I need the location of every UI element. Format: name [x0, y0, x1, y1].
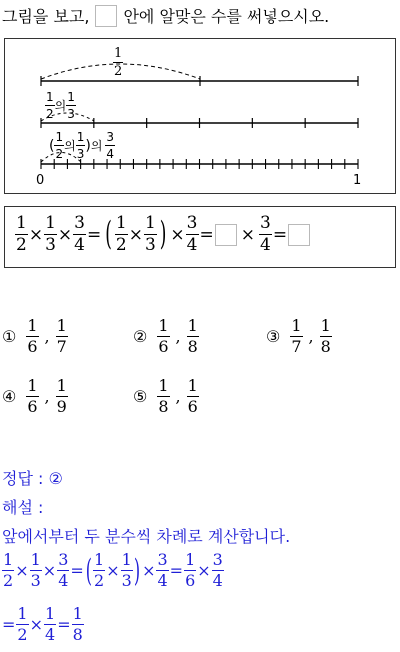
choice-1[interactable]: ① $\frac{1}{6}$ , $\frac{1}{7}$	[2, 316, 67, 356]
label-half-of-third: $\frac{1}{2}$ 의 $\frac{1}{3}$	[46, 90, 75, 121]
blank-box-icon	[95, 5, 117, 27]
question-text	[2, 4, 329, 27]
question-text-after: 안에 알맞은 수를 써넣으시오.	[123, 7, 330, 26]
label-half: $\frac{1}{2}$	[114, 46, 123, 79]
choice-3[interactable]: ③ $\frac{1}{7}$ , $\frac{1}{8}$	[266, 316, 331, 356]
axis-end-label: 1	[353, 173, 362, 188]
explanation-line-1: $\frac{1}{2}$ × $\frac{1}{3}$ × $\frac{3}{4}$ = ( $\frac{1}{2}$ × $\frac{1}{3}$ ) × $\frac{3}{4}$ = $\frac{1}{6}$ × $\frac{3}{4}$	[3, 550, 223, 590]
choice-4[interactable]: ④ $\frac{1}{6}$ , $\frac{1}{9}$	[2, 376, 67, 416]
answer-blank-2[interactable]	[288, 224, 310, 246]
equation-box	[4, 206, 396, 268]
explanation-text: 앞에서부터 두 분수씩 차례로 계산합니다.	[2, 527, 291, 546]
number-line-figure	[4, 38, 396, 194]
choice-2[interactable]: ② $\frac{1}{6}$ , $\frac{1}{8}$	[133, 316, 198, 356]
choice-5[interactable]: ⑤ $\frac{1}{8}$ , $\frac{1}{6}$	[133, 376, 198, 416]
equation-row: $\frac{1}{2}$ × $\frac{1}{3}$ × $\frac{3}{4}$ = ( $\frac{1}{2}$ × $\frac{1}{3}$ ) × $\frac{3}{4}$ = × $\frac{3}{4}$ =	[15, 215, 310, 254]
answer-label: 정답 : ②	[2, 469, 63, 488]
answer-blank-1[interactable]	[215, 224, 237, 246]
axis-start-label: 0	[36, 173, 45, 188]
explanation-label: 해설 :	[2, 498, 44, 517]
question-text-before: 그림을 보고,	[2, 7, 90, 26]
label-product-of-three: ( $\frac{1}{2}$ 의 $\frac{1}{3}$ ) 의 $\frac{3}{4}$	[49, 130, 115, 161]
explanation-line-2: = $\frac{1}{2}$ × $\frac{1}{4}$ = $\frac{1}{8}$	[2, 604, 83, 644]
